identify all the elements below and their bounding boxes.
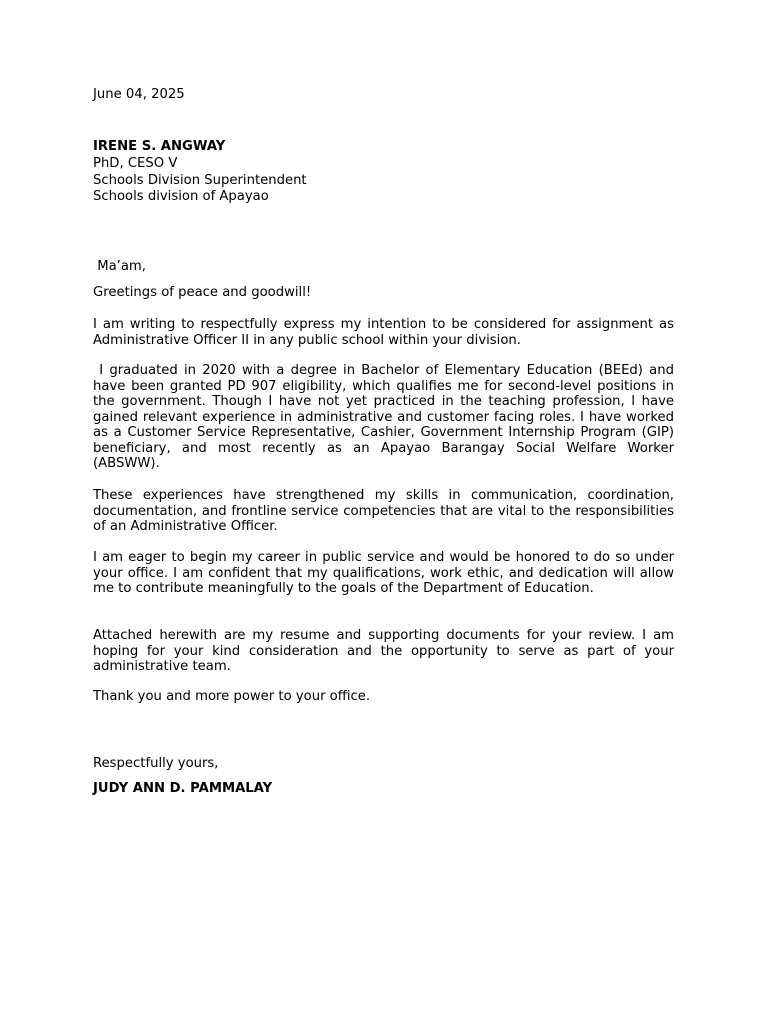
recipient-office: Schools division of Apayao [93, 189, 269, 204]
closing-line: Respectfully yours, [93, 756, 219, 771]
recipient-position: Schools Division Superintendent [93, 173, 307, 188]
body-paragraph: I graduated in 2020 with a degree in Bachelor of Elementary Education (BEEd) and have been granted PD 907 eligibility, which qualifies me for second-level positions in the government. Though I have not yet practiced in the teaching profession, I have gained relevant experience in administrative and customer facing roles. I have worked as a Customer Service Representative, Cashier, Government Internship Program (GIP) beneficiary, and most recently as an Apayao Barangay Social Welfare Worker (ABSWW). [93, 363, 679, 471]
greeting: Greetings of peace and goodwill! [93, 285, 312, 300]
body-paragraph: I am eager to begin my career in public service and would be honored to do so under your office. I am confident that my qualifications, work ethic, and dedication will allow me to contribute meaningfully to the goals of the Department of Education. [93, 550, 679, 596]
signatory-name: JUDY ANN D. PAMMALAY [93, 781, 273, 796]
body-paragraph: Attached herewith are my resume and supporting documents for your review. I am hoping for your kind consideration and the opportunity to serve as part of your administrative team. [93, 628, 679, 674]
recipient-credentials: PhD, CESO V [93, 156, 178, 171]
recipient-name: IRENE S. ANGWAY [93, 139, 226, 154]
body-paragraph: I am writing to respectfully express my intention to be considered for assignment as Administrative Officer II in any public school within your division. [93, 317, 679, 348]
body-paragraph: These experiences have strengthened my skills in communication, coordination, documentation, and frontline service competencies that are vital to the responsibilities of an Administrative Officer. [93, 488, 679, 534]
letter-date: June 04, 2025 [93, 87, 185, 102]
salutation: Ma’am, [93, 259, 146, 274]
thanks-line: Thank you and more power to your office. [93, 689, 371, 704]
